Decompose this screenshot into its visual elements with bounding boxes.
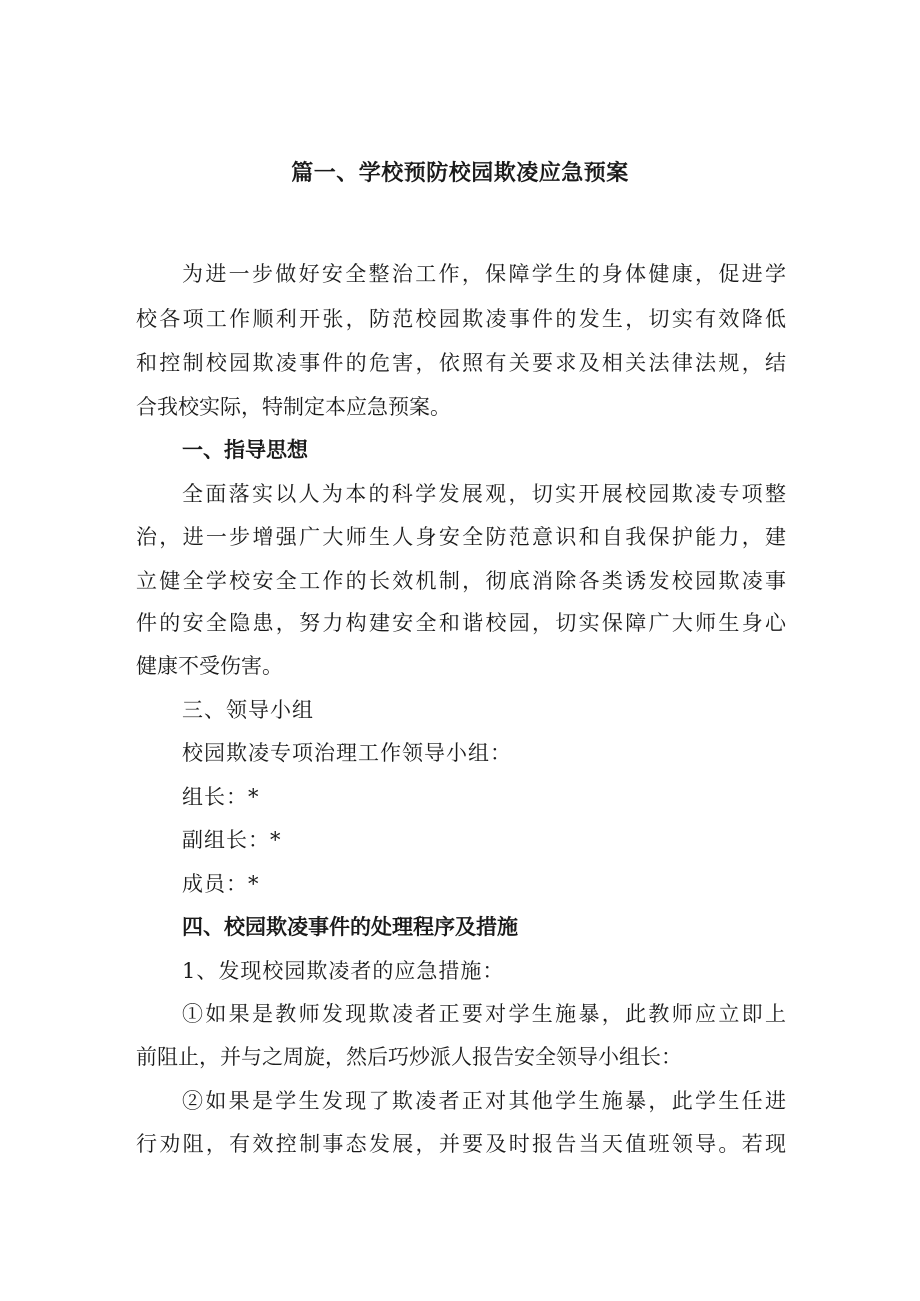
members-line: 成员：* — [182, 872, 260, 896]
section1-line-4: 件的安全隐患，努力构建安全和谐校园，切实保障广大师生身心 — [136, 611, 786, 635]
section-heading-leadership-group: 三、领导小组 — [182, 698, 314, 722]
intro-line-4: 合我校实际，特制定本应急预案。 — [136, 395, 451, 419]
section1-line-2: 治，进一步增强广大师生人身安全防范意识和自我保护能力，建 — [136, 525, 786, 549]
item1-line-1: ①如果是教师发现欺凌者正要对学生施暴，此教师应立即上 — [182, 1002, 786, 1026]
section-heading-procedures: 四、校园欺凌事件的处理程序及措施 — [182, 915, 518, 939]
leadership-group-subtitle: 校园欺凌专项治理工作领导小组： — [182, 741, 512, 765]
item2-line-1: ②如果是学生发现了欺凌者正对其他学生施暴，此学生任进 — [182, 1089, 786, 1113]
deputy-leader-line: 副组长：* — [182, 828, 282, 852]
item1-line-2: 前阻止，并与之周旋，然后巧炒派人报告安全领导小组长： — [136, 1045, 682, 1069]
group-leader-line: 组长：* — [182, 785, 260, 809]
section1-line-1: 全面落实以人为本的科学发展观，切实开展校园欺凌专项整 — [182, 482, 786, 506]
intro-line-1: 为进一步做好安全整治工作，保障学生的身体健康，促进学 — [182, 262, 786, 286]
item2-line-2: 行劝阻，有效控制事态发展，并要及时报告当天值班领导。若现 — [136, 1132, 786, 1156]
section-heading-guiding-ideology: 一、指导思想 — [182, 438, 308, 462]
document-title: 篇一、学校预防校园欺凌应急预案 — [291, 161, 629, 186]
section1-line-5: 健康不受伤害。 — [136, 654, 283, 678]
subsection-1-title: 1、发现校园欺凌者的应急措施： — [182, 959, 505, 983]
section1-line-3: 立健全学校安全工作的长效机制，彻底消除各类诱发校园欺凌事 — [136, 569, 786, 593]
intro-line-2: 校各项工作顺利开张，防范校园欺凌事件的发生，切实有效降低 — [136, 307, 786, 331]
intro-line-3: 和控制校园欺凌事件的危害，依照有关要求及相关法律法规，结 — [136, 351, 786, 375]
